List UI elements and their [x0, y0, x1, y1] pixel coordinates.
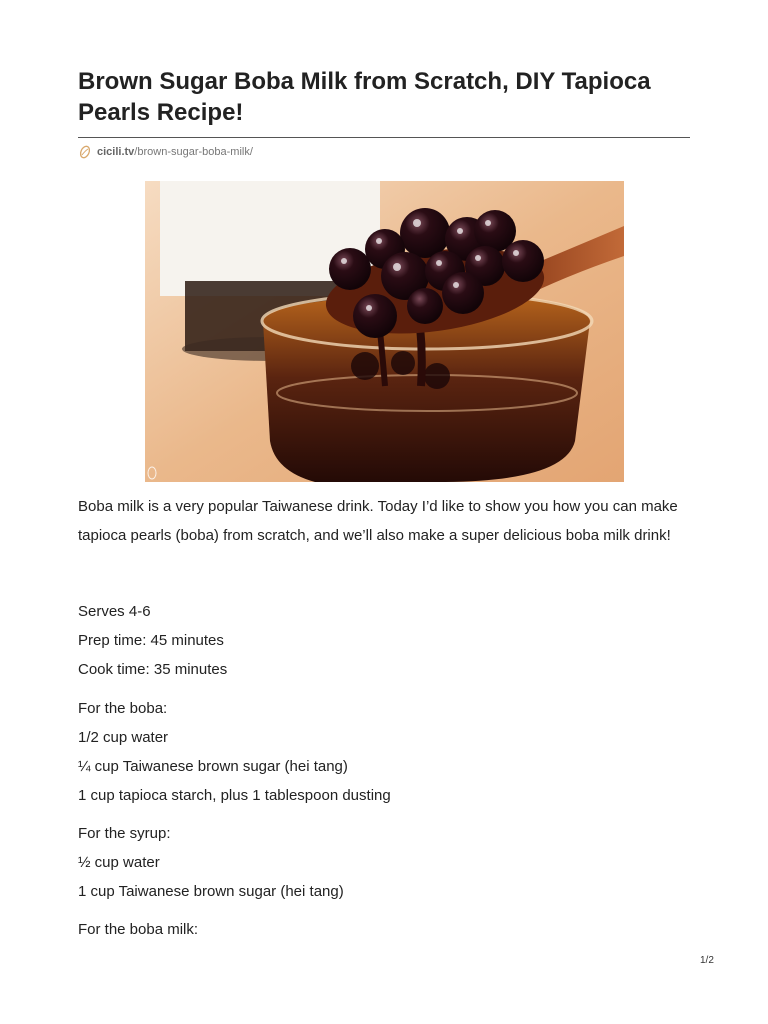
source-domain: cicili.tv: [97, 146, 135, 158]
list-item: 1 cup tapioca starch, plus 1 tablespoon dusting: [78, 787, 391, 804]
cicili-logo-icon: [78, 145, 92, 159]
page-number: 1/2: [700, 955, 714, 966]
hero-image: [145, 181, 624, 482]
boba-ingredients: [78, 694, 698, 810]
syrup-ingredients: [78, 819, 698, 906]
list-item: 1/2 cup water: [78, 729, 169, 746]
boba-milk-heading: For the boba milk:: [78, 921, 199, 938]
recipe-info: [78, 597, 698, 684]
syrup-heading: For the syrup:: [78, 825, 171, 842]
boba-milk-ingredients: [78, 915, 698, 944]
intro-paragraph: Boba milk is a very popular Taiwanese drink. Today I’d like to show you how you can make tapioca pearls (boba) from scratch, and we’ll also make a super delicious boba milk drink!: [78, 498, 678, 544]
source-path: /brown-sugar-boba-milk/: [134, 146, 253, 158]
list-item: 1 cup Taiwanese brown sugar (hei tang): [78, 883, 344, 900]
cook-time-text: Cook time: 35 minutes: [78, 661, 228, 678]
prep-time-text: Prep time: 45 minutes: [78, 632, 224, 649]
source-link[interactable]: [78, 144, 253, 160]
boba-heading: For the boba:: [78, 700, 168, 717]
list-item: ½ cup water: [78, 854, 160, 871]
title-divider: [78, 137, 690, 138]
serves-text: Serves 4-6: [78, 603, 151, 620]
list-item: ¼ cup Taiwanese brown sugar (hei tang): [78, 758, 348, 775]
page-title: Brown Sugar Boba Milk from Scratch, DIY Tapioca Pearls Recipe!: [78, 68, 651, 126]
